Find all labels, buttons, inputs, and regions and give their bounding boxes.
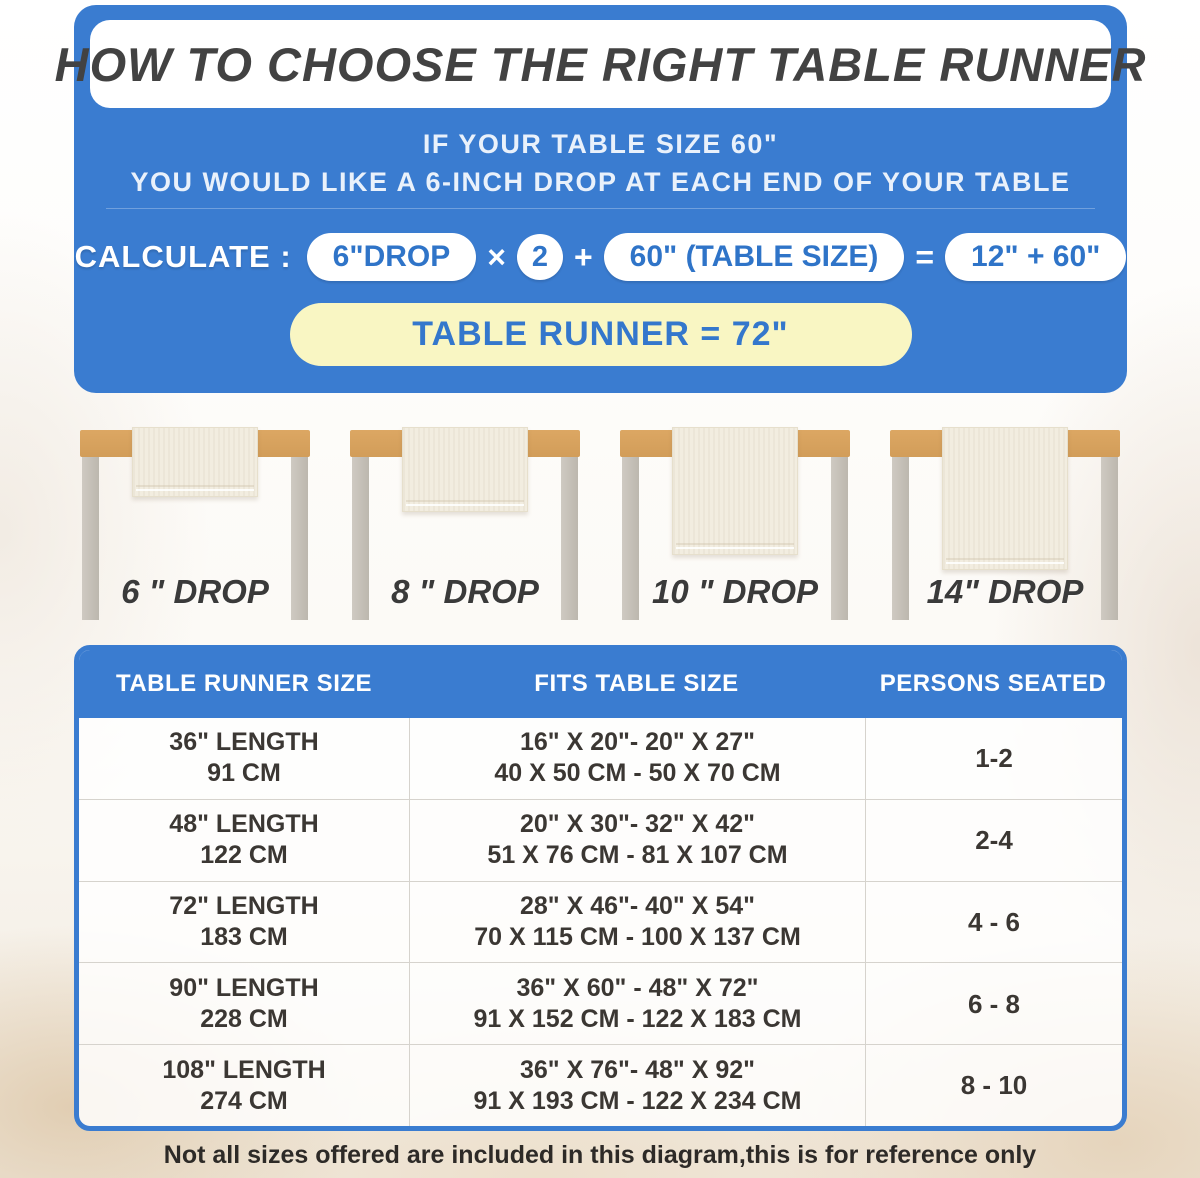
result-pill: TABLE RUNNER = 72"	[290, 303, 912, 366]
fits-size-cell: 20" X 30"- 32" X 42" 51 X 76 CM - 81 X 107 CM	[409, 800, 866, 881]
persons-cell: 8 - 10	[960, 1070, 1028, 1101]
column-header-fits-table: FITS TABLE SIZE	[534, 670, 739, 697]
column-header-persons: PERSONS SEATED	[879, 670, 1107, 697]
drop-value-pill: 6"DROP	[307, 233, 477, 281]
table-row	[79, 962, 1122, 1044]
runner-size-cell: 108" LENGTH 274 CM	[162, 1055, 326, 1115]
size-chart-panel	[74, 645, 1127, 1131]
persons-cell: 1-2	[975, 743, 1013, 774]
runner-size-cell: 72" LENGTH 183 CM	[169, 891, 319, 951]
runner-size-cell: 90" LENGTH 228 CM	[169, 973, 319, 1033]
runner-cloth	[942, 427, 1068, 570]
fits-size-cell: 36" X 76"- 48" X 92" 91 X 193 CM - 122 X 234 CM	[409, 1045, 866, 1126]
runner-cloth	[402, 427, 528, 512]
runner-cloth	[132, 427, 258, 497]
persons-cell: 4 - 6	[967, 906, 1021, 937]
fits-size-cell: 28" X 46"- 40" X 54" 70 X 115 CM - 100 X 137 CM	[409, 882, 866, 963]
calculation-row	[74, 233, 1127, 281]
drop-label: 10 " DROP	[651, 573, 819, 610]
divider-line	[106, 208, 1095, 209]
drop-label: 6 " DROP	[121, 573, 269, 610]
subtitle-line-2: YOU WOULD LIKE A 6-INCH DROP AT EACH END OF YOUR TABLE	[130, 167, 1071, 197]
size-chart-body	[79, 718, 1122, 1126]
table-row	[79, 881, 1122, 963]
table-figure-14in	[870, 427, 1140, 623]
multiply-sign: ×	[487, 238, 506, 275]
equals-sign: =	[915, 238, 935, 275]
table-size-pill: 60" (TABLE SIZE)	[604, 233, 905, 281]
drop-label: 8 " DROP	[391, 573, 539, 610]
page-title: HOW TO CHOOSE THE RIGHT TABLE RUNNER	[54, 37, 1147, 91]
runner-size-cell: 36" LENGTH 91 CM	[169, 728, 319, 788]
calculate-label: CALCULATE :	[74, 239, 292, 274]
sum-pill: 12" + 60"	[945, 233, 1126, 281]
instruction-panel	[54, 5, 1147, 393]
drop-figures-row	[60, 427, 1140, 623]
table-figure-8in	[330, 427, 600, 623]
fits-size-cell: 16" X 20"- 20" X 27" 40 X 50 CM - 50 X 70 CM	[409, 718, 866, 799]
drop-label: 14" DROP	[926, 573, 1084, 610]
table-row	[79, 1044, 1122, 1126]
runner-cloth	[672, 427, 798, 555]
runner-size-cell: 48" LENGTH 122 CM	[169, 810, 319, 870]
table-row	[79, 718, 1122, 799]
table-figure-6in	[60, 427, 330, 623]
size-chart-header	[79, 650, 1122, 718]
plus-sign: +	[573, 238, 593, 275]
fits-size-cell: 36" X 60" - 48" X 72" 91 X 152 CM - 122 X 183 CM	[409, 963, 866, 1044]
subtitle-line-1: IF YOUR TABLE SIZE 60"	[422, 129, 779, 159]
title-banner	[54, 20, 1147, 108]
column-header-runner-size: TABLE RUNNER SIZE	[115, 670, 373, 697]
table-row	[79, 799, 1122, 881]
table-figure-10in	[600, 427, 870, 623]
multiplier-badge: 2	[517, 234, 563, 280]
persons-cell: 2-4	[975, 825, 1013, 856]
reference-footnote: Not all sizes offered are included in this diagram,this is for reference only	[163, 1141, 1037, 1169]
persons-cell: 6 - 8	[967, 988, 1021, 1019]
